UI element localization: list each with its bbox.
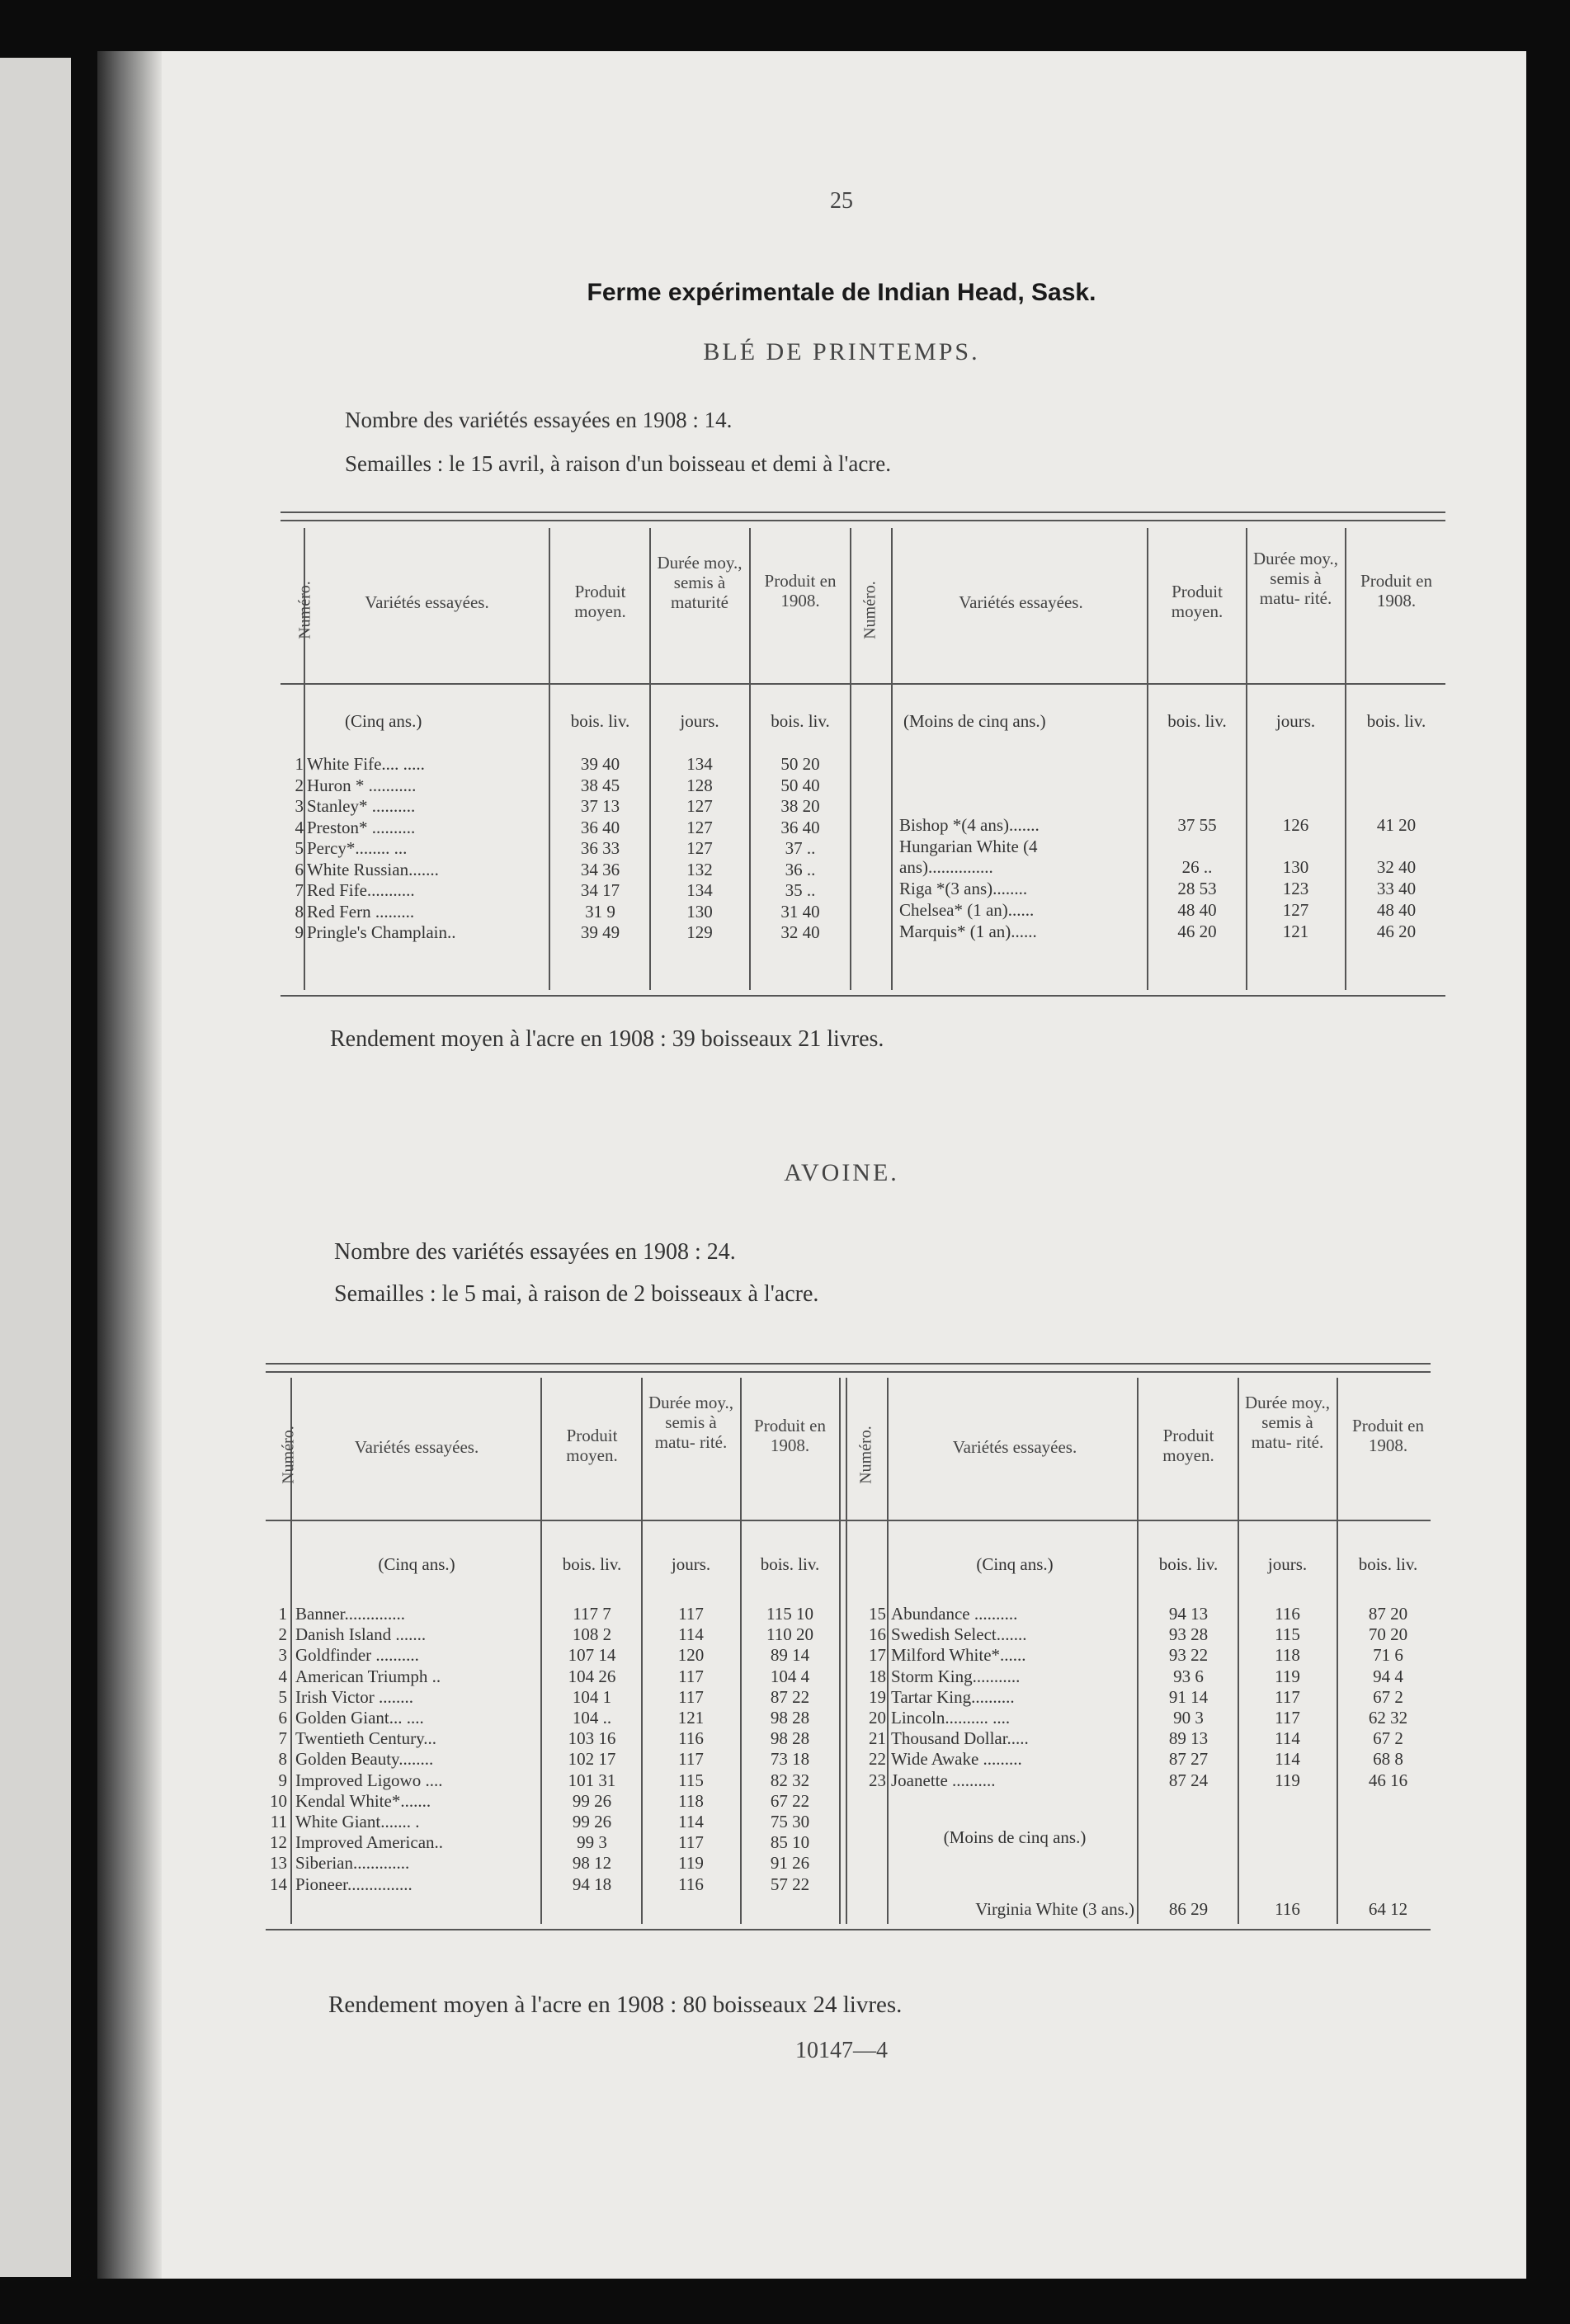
t2-unit-bois-liv: bois. liv. xyxy=(760,1554,820,1574)
t2-left-group-label: (Cinq ans.) xyxy=(378,1554,455,1574)
t1-header-produit-1908: Produit en 1908. xyxy=(764,571,837,610)
average-yield: 117 7 xyxy=(573,1604,611,1624)
yield-1908: 50 20 xyxy=(780,754,820,774)
average-yield: 37 55 xyxy=(1177,815,1217,835)
row-number: 7 xyxy=(278,1728,287,1749)
table1-top-rule-2 xyxy=(281,520,1445,521)
maturity-days: 118 xyxy=(678,1790,704,1811)
average-yield: 94 18 xyxy=(572,1874,612,1894)
maturity-days: 121 xyxy=(677,1708,705,1728)
row-number: 19 xyxy=(869,1686,886,1707)
row-number: 10 xyxy=(270,1790,287,1811)
table2-header-rule xyxy=(266,1520,1431,1521)
t2-col-line xyxy=(540,1378,542,1924)
yield-1908: 67 2 xyxy=(1373,1728,1403,1749)
yield-1908: 71 6 xyxy=(1373,1645,1403,1666)
t2-right-group-label: (Cinq ans.) xyxy=(976,1554,1054,1574)
yield-1908: 57 22 xyxy=(770,1874,810,1894)
variety-name: Red Fife........... xyxy=(307,880,415,900)
t1-header-numero: Numéro. xyxy=(295,581,314,639)
average-yield: 91 14 xyxy=(1168,1686,1209,1707)
yield-1908: 110 20 xyxy=(766,1624,813,1645)
t1-header-produit-1908-right: Produit en 1908. xyxy=(1360,571,1432,610)
table1-header-rule xyxy=(281,683,1445,685)
maturity-days: 114 xyxy=(1275,1749,1300,1770)
yield-1908: 70 20 xyxy=(1368,1624,1408,1645)
average-yield: 89 13 xyxy=(1168,1728,1209,1749)
variety-name: Joanette .......... xyxy=(891,1770,996,1790)
t2-header-numero-right: Numéro. xyxy=(856,1426,875,1484)
variety-name: Twentieth Century... xyxy=(295,1728,436,1749)
row-number: 5 xyxy=(278,1686,287,1707)
average-yield: 87 27 xyxy=(1168,1749,1209,1770)
variety-name: Banner.............. xyxy=(295,1604,405,1624)
row-number: 14 xyxy=(270,1874,287,1894)
average-yield: 108 2 xyxy=(572,1624,612,1645)
variety-name: Pioneer............... xyxy=(295,1874,413,1894)
maturity-days: 117 xyxy=(678,1832,704,1853)
average-yield: 38 45 xyxy=(580,775,620,795)
variety-name: Chelsea* (1 an)...... xyxy=(899,900,1035,920)
yield-1908: 67 22 xyxy=(770,1790,810,1811)
row-number: 11 xyxy=(270,1812,287,1831)
t1-unit-bois-liv-right: bois. liv. xyxy=(1167,711,1227,731)
t2-col-line xyxy=(887,1378,889,1924)
maturity-days: 134 xyxy=(686,880,713,900)
average-yield: 93 28 xyxy=(1168,1624,1209,1645)
t1-unit-jours-right: jours. xyxy=(1275,711,1316,731)
yield-1908: 75 30 xyxy=(770,1812,810,1831)
yield-1908: 87 22 xyxy=(770,1686,810,1707)
t2-header-duree-right: Durée moy., semis à matu- rité. xyxy=(1244,1393,1331,1452)
yield-1908: 35 .. xyxy=(785,880,816,900)
maturity-days: 123 xyxy=(1282,879,1309,898)
yield-1908: 41 20 xyxy=(1376,815,1417,835)
average-yield: 48 40 xyxy=(1177,900,1217,920)
maturity-days: 114 xyxy=(678,1812,704,1831)
t1-unit-bois-liv: bois. liv. xyxy=(570,711,630,731)
row-number: 8 xyxy=(278,1749,287,1770)
variety-name: Storm King........... xyxy=(891,1666,1021,1686)
yield-1908: 73 18 xyxy=(770,1749,810,1770)
average-yield: 94 13 xyxy=(1168,1604,1209,1624)
t2-extra-p: 64 12 xyxy=(1368,1899,1408,1919)
t2-unit-bois-liv-right: bois. liv. xyxy=(1358,1554,1418,1574)
maturity-days: 117 xyxy=(678,1749,704,1770)
t2-extra-name: Virginia White (3 ans.) xyxy=(975,1899,1134,1919)
average-yield: 104 .. xyxy=(572,1708,612,1728)
t1-header-varietes-right: Variétés essayées. xyxy=(959,592,1083,612)
variety-name: Red Fern ......... xyxy=(307,901,415,922)
t1-header-numero-right: Numéro. xyxy=(860,581,879,639)
t1-col-line xyxy=(891,528,893,990)
yield-1908: 67 2 xyxy=(1373,1686,1403,1707)
t1-header-varietes: Variétés essayées. xyxy=(365,592,489,612)
maturity-days: 117 xyxy=(678,1686,704,1707)
maturity-days: 128 xyxy=(686,775,713,795)
t2-header-varietes-right: Variétés essayées. xyxy=(952,1437,1077,1457)
average-yield: 104 26 xyxy=(568,1666,616,1686)
average-yield: 46 20 xyxy=(1177,922,1217,941)
page-number: 25 xyxy=(830,188,853,214)
t1-col-line xyxy=(1345,528,1346,990)
yield-1908: 82 32 xyxy=(770,1770,810,1790)
row-number: 20 xyxy=(869,1708,886,1728)
maturity-days: 126 xyxy=(1282,815,1309,835)
maturity-days: 130 xyxy=(686,901,713,922)
table2-bottom-rule xyxy=(266,1929,1431,1930)
t1-header-duree-right: Durée moy., semis à matu- rité. xyxy=(1252,549,1339,608)
section2-footer: Rendement moyen à l'acre en 1908 : 80 boisseaux 24 livres. xyxy=(328,1992,903,2018)
maturity-days: 115 xyxy=(1275,1624,1300,1645)
average-yield: 99 26 xyxy=(572,1812,612,1831)
variety-name: Thousand Dollar..... xyxy=(891,1728,1029,1749)
t2-unit-bois-liv-right: bois. liv. xyxy=(1158,1554,1219,1574)
variety-name: Golden Giant... .... xyxy=(295,1708,424,1728)
variety-name: American Triumph .. xyxy=(295,1666,441,1686)
variety-name: Riga *(3 ans)........ xyxy=(899,879,1028,898)
variety-name: White Fife.... ..... xyxy=(307,754,425,774)
row-number: 22 xyxy=(869,1749,886,1770)
row-number: 9 xyxy=(295,922,304,942)
variety-name: White Russian....... xyxy=(307,859,439,879)
yield-1908: 104 4 xyxy=(770,1666,810,1686)
row-number: 1 xyxy=(278,1604,287,1624)
row-number: 3 xyxy=(278,1645,287,1666)
adjacent-page-edge xyxy=(0,58,71,2277)
maturity-days: 114 xyxy=(678,1624,704,1645)
average-yield: 34 17 xyxy=(580,880,620,900)
variety-name: Milford White*...... xyxy=(891,1645,1026,1666)
variety-name: Improved Ligowo .... xyxy=(295,1770,443,1790)
variety-name: Bishop *(4 ans)....... xyxy=(899,815,1040,835)
maturity-days: 117 xyxy=(1275,1686,1300,1707)
yield-1908: 46 16 xyxy=(1368,1770,1408,1790)
yield-1908: 46 20 xyxy=(1376,922,1417,941)
yield-1908: 32 40 xyxy=(780,922,820,942)
table1-bottom-rule xyxy=(281,995,1445,997)
row-number: 2 xyxy=(295,775,304,795)
farm-title: Ferme expérimentale de Indian Head, Sask. xyxy=(587,279,1096,306)
variety-name: Percy*........ ... xyxy=(307,838,408,858)
t2-col-line xyxy=(740,1378,742,1924)
maturity-days: 119 xyxy=(678,1853,704,1874)
t2-unit-bois-liv: bois. liv. xyxy=(562,1554,622,1574)
maturity-days: 127 xyxy=(686,838,713,858)
table1-top-rule xyxy=(281,511,1445,513)
average-yield: 101 31 xyxy=(568,1770,616,1790)
variety-name: Stanley* .......... xyxy=(307,796,416,816)
t1-col-line xyxy=(749,528,751,990)
t1-col-line xyxy=(649,528,651,990)
row-number: 6 xyxy=(278,1708,287,1728)
yield-1908: 33 40 xyxy=(1376,879,1417,898)
section1-sowing-line: Semailles : le 15 avril, à raison d'un boisseau et demi à l'acre. xyxy=(345,451,892,476)
average-yield: 104 1 xyxy=(572,1686,612,1707)
variety-name: Wide Awake ......... xyxy=(891,1749,1022,1770)
yield-1908: 36 .. xyxy=(785,859,816,879)
table2-top-rule xyxy=(266,1363,1431,1365)
variety-name: Preston* .......... xyxy=(307,817,416,837)
t2-extra-pm: 86 29 xyxy=(1168,1899,1209,1919)
yield-1908: 94 4 xyxy=(1373,1666,1403,1686)
row-number: 16 xyxy=(869,1624,886,1645)
maturity-days: 129 xyxy=(686,922,713,942)
average-yield: 99 3 xyxy=(577,1832,607,1853)
maturity-days: 127 xyxy=(1282,900,1309,920)
yield-1908: 62 32 xyxy=(1368,1708,1408,1728)
variety-name: Lincoln.......... .... xyxy=(891,1708,1011,1728)
t1-header-duree: Durée moy., semis à maturité xyxy=(657,553,743,612)
row-number: 21 xyxy=(869,1728,886,1749)
average-yield: 102 17 xyxy=(568,1749,616,1770)
t2-header-produit-1908: Produit en 1908. xyxy=(754,1416,826,1455)
yield-1908: 91 26 xyxy=(770,1853,810,1874)
t1-right-group-label: (Moins de cinq ans.) xyxy=(903,711,1046,731)
maturity-days: 116 xyxy=(678,1728,704,1749)
t2-unit-jours: jours. xyxy=(671,1554,711,1574)
table2-top-rule-2 xyxy=(266,1371,1431,1373)
maturity-days: 117 xyxy=(1275,1708,1300,1728)
variety-name: Danish Island ....... xyxy=(295,1624,427,1645)
row-number: 6 xyxy=(295,859,304,879)
t1-unit-bois-liv-right: bois. liv. xyxy=(1366,711,1426,731)
variety-name: Kendal White*....... xyxy=(295,1790,431,1811)
average-yield: 98 12 xyxy=(572,1853,612,1874)
page-binding-shadow xyxy=(97,51,162,2279)
variety-name: Huron * ........... xyxy=(307,775,417,795)
yield-1908: 87 20 xyxy=(1368,1604,1408,1624)
yield-1908: 48 40 xyxy=(1376,900,1417,920)
maturity-days: 117 xyxy=(678,1666,704,1686)
t2-header-varietes: Variétés essayées. xyxy=(354,1437,479,1457)
t1-col-line xyxy=(850,528,851,990)
t2-header-produit-moyen: Produit moyen. xyxy=(566,1426,618,1465)
yield-1908: 31 40 xyxy=(780,901,820,922)
maturity-days: 116 xyxy=(678,1874,704,1894)
row-number: 5 xyxy=(295,838,304,858)
t2-unit-jours-right: jours. xyxy=(1267,1554,1308,1574)
yield-1908: 68 8 xyxy=(1373,1749,1403,1770)
maturity-days: 120 xyxy=(677,1645,705,1666)
row-number: 13 xyxy=(270,1853,287,1874)
row-number: 2 xyxy=(278,1624,287,1645)
row-number: 17 xyxy=(869,1645,886,1666)
maturity-days: 127 xyxy=(686,796,713,816)
average-yield: 99 26 xyxy=(572,1790,612,1811)
t2-right-group2-label: (Moins de cinq ans.) xyxy=(943,1827,1087,1847)
average-yield: 36 33 xyxy=(580,838,620,858)
yield-1908: 98 28 xyxy=(770,1728,810,1749)
t1-header-produit-moyen-right: Produit moyen. xyxy=(1171,582,1223,621)
t1-header-produit-moyen: Produit moyen. xyxy=(574,582,626,621)
row-number: 9 xyxy=(278,1770,287,1790)
maturity-days: 116 xyxy=(1275,1604,1300,1624)
maturity-days: 114 xyxy=(1275,1728,1300,1749)
average-yield: 26 .. xyxy=(1181,857,1213,877)
average-yield: 103 16 xyxy=(568,1728,616,1749)
yield-1908: 38 20 xyxy=(780,796,820,816)
variety-name: Marquis* (1 an)...... xyxy=(899,922,1037,941)
section2-title: AVOINE. xyxy=(784,1159,899,1186)
row-number: 18 xyxy=(869,1666,886,1686)
section2-count-line: Nombre des variétés essayées en 1908 : 24. xyxy=(334,1239,736,1265)
yield-1908: 36 40 xyxy=(780,817,820,837)
average-yield: 93 6 xyxy=(1173,1666,1204,1686)
average-yield: 39 49 xyxy=(580,922,620,942)
t2-col-line xyxy=(1137,1378,1139,1924)
t1-unit-bois-liv: bois. liv. xyxy=(771,711,830,731)
row-number: 12 xyxy=(270,1832,287,1853)
yield-1908: 32 40 xyxy=(1376,857,1417,877)
row-number: 8 xyxy=(295,901,304,922)
variety-name: Goldfinder .......... xyxy=(295,1645,419,1666)
variety-name: Abundance .......... xyxy=(891,1604,1018,1624)
average-yield: 31 9 xyxy=(585,901,615,922)
t1-col-line xyxy=(549,528,550,990)
row-number: 1 xyxy=(295,754,304,774)
t1-col-line xyxy=(1246,528,1247,990)
average-yield: 28 53 xyxy=(1177,879,1217,898)
maturity-days: 127 xyxy=(686,817,713,837)
t2-col-line xyxy=(839,1378,841,1924)
section1-title: BLÉ DE PRINTEMPS. xyxy=(703,338,980,365)
section1-footer: Rendement moyen à l'acre en 1908 : 39 boisseaux 21 livres. xyxy=(330,1026,884,1052)
t1-col-line xyxy=(1147,528,1148,990)
variety-name: Pringle's Champlain.. xyxy=(307,922,456,942)
row-number: 15 xyxy=(869,1604,886,1624)
yield-1908: 85 10 xyxy=(770,1832,810,1853)
t1-unit-jours: jours. xyxy=(680,711,719,731)
t2-header-duree: Durée moy., semis à matu- rité. xyxy=(648,1393,734,1452)
variety-name-continued: ans)............... xyxy=(899,857,993,877)
row-number: 3 xyxy=(295,796,304,816)
yield-1908: 98 28 xyxy=(770,1708,810,1728)
row-number: 4 xyxy=(295,817,304,837)
t2-col-line xyxy=(641,1378,643,1924)
yield-1908: 50 40 xyxy=(780,775,820,795)
maturity-days: 132 xyxy=(686,859,713,879)
average-yield: 37 13 xyxy=(580,796,620,816)
print-code: 10147—4 xyxy=(795,2038,888,2063)
section1-count-line: Nombre des variétés essayées en 1908 : 14. xyxy=(345,408,733,432)
t2-header-produit-1908-right: Produit en 1908. xyxy=(1352,1416,1424,1455)
variety-name: Improved American.. xyxy=(295,1832,444,1853)
t2-col-line xyxy=(846,1378,847,1924)
average-yield: 90 3 xyxy=(1173,1708,1204,1728)
t1-left-group-label: (Cinq ans.) xyxy=(345,711,422,731)
yield-1908: 89 14 xyxy=(770,1645,810,1666)
maturity-days: 117 xyxy=(678,1604,704,1624)
variety-name: Siberian............. xyxy=(295,1853,410,1874)
average-yield: 107 14 xyxy=(568,1645,616,1666)
yield-1908: 37 .. xyxy=(785,838,816,858)
average-yield: 93 22 xyxy=(1168,1645,1209,1666)
maturity-days: 118 xyxy=(1275,1645,1300,1666)
variety-name: Irish Victor ........ xyxy=(295,1686,414,1707)
average-yield: 36 40 xyxy=(580,817,620,837)
maturity-days: 130 xyxy=(1282,857,1309,877)
average-yield: 34 36 xyxy=(580,859,620,879)
maturity-days: 119 xyxy=(1275,1770,1300,1790)
variety-name: Swedish Select....... xyxy=(891,1624,1027,1645)
row-number: 7 xyxy=(295,880,304,900)
variety-name: Hungarian White (4 xyxy=(899,837,1038,856)
t2-col-line xyxy=(1337,1378,1338,1924)
maturity-days: 121 xyxy=(1282,922,1309,941)
t2-extra-d: 116 xyxy=(1275,1899,1300,1919)
t2-header-produit-moyen-right: Produit moyen. xyxy=(1162,1426,1214,1465)
row-number: 23 xyxy=(869,1770,886,1790)
average-yield: 87 24 xyxy=(1168,1770,1209,1790)
average-yield: 39 40 xyxy=(580,754,620,774)
section2-sowing-line: Semailles : le 5 mai, à raison de 2 boisseaux à l'acre. xyxy=(334,1281,819,1307)
row-number: 4 xyxy=(278,1666,287,1686)
t2-col-line xyxy=(1238,1378,1239,1924)
maturity-days: 119 xyxy=(1275,1666,1300,1686)
maturity-days: 134 xyxy=(686,754,713,774)
maturity-days: 115 xyxy=(678,1770,704,1790)
t2-header-numero: Numéro. xyxy=(279,1426,298,1484)
variety-name: White Giant....... . xyxy=(295,1812,420,1831)
yield-1908: 115 10 xyxy=(766,1604,813,1624)
variety-name: Golden Beauty........ xyxy=(295,1749,434,1770)
variety-name: Tartar King.......... xyxy=(891,1686,1015,1707)
